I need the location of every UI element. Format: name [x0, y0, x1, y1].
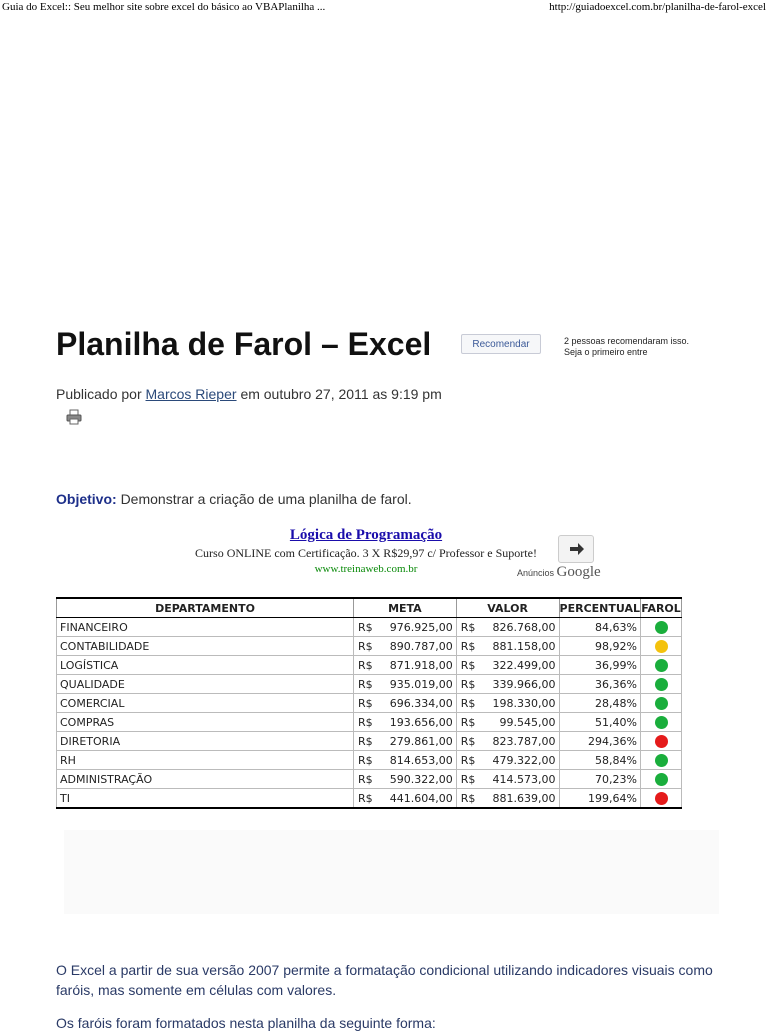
paragraph-format: Os faróis foram formatados nesta planilha da seguinte forma:	[56, 1015, 436, 1031]
objective	[56, 491, 412, 507]
cell-farol	[641, 694, 682, 713]
cell-valor: 826.768,00	[488, 618, 559, 637]
cell-meta: 935.019,00	[385, 675, 456, 694]
cell-meta: 890.787,00	[385, 637, 456, 656]
cell-valor-currency: R$	[456, 694, 488, 713]
print-header-url: http://guiadoexcel.com.br/planilha-de-farol-excel	[549, 1, 766, 13]
ad-title-link[interactable]: Lógica de Programação	[289, 527, 443, 543]
table-row	[57, 732, 682, 751]
cell-meta-currency: R$	[354, 751, 386, 770]
cell-percentual: 36,36%	[559, 675, 640, 694]
cell-departamento: DIRETORIA	[57, 732, 354, 751]
print-header	[0, 0, 768, 16]
objective-text: Demonstrar a criação de uma planilha de farol.	[120, 491, 412, 507]
table-body	[57, 618, 682, 809]
cell-valor: 881.639,00	[488, 789, 559, 809]
table-row	[57, 618, 682, 637]
cell-meta-currency: R$	[354, 789, 386, 809]
cell-farol	[641, 751, 682, 770]
cell-valor-currency: R$	[456, 789, 488, 809]
cell-valor: 99.545,00	[488, 713, 559, 732]
table-row	[57, 675, 682, 694]
traffic-light-icon	[655, 792, 668, 805]
cell-departamento: CONTABILIDADE	[57, 637, 354, 656]
cell-percentual: 28,48%	[559, 694, 640, 713]
cell-meta-currency: R$	[354, 675, 386, 694]
cell-departamento: TI	[57, 789, 354, 809]
cell-farol	[641, 789, 682, 809]
cell-valor-currency: R$	[456, 770, 488, 789]
table-header-row	[57, 598, 682, 618]
cell-percentual: 294,36%	[559, 732, 640, 751]
cell-valor-currency: R$	[456, 637, 488, 656]
cell-meta-currency: R$	[354, 618, 386, 637]
objective-label: Objetivo:	[56, 491, 117, 507]
cell-valor: 322.499,00	[488, 656, 559, 675]
cell-departamento: QUALIDADE	[57, 675, 354, 694]
cell-percentual: 84,63%	[559, 618, 640, 637]
cell-valor-currency: R$	[456, 675, 488, 694]
cell-valor-currency: R$	[456, 713, 488, 732]
recommend-button[interactable]: Recomendar	[461, 334, 541, 354]
header-valor: VALOR	[456, 598, 559, 618]
cell-farol	[641, 637, 682, 656]
header-percentual: PERCENTUAL	[559, 598, 640, 618]
ad-block	[166, 527, 566, 575]
cell-valor-currency: R$	[456, 618, 488, 637]
cell-valor-currency: R$	[456, 656, 488, 675]
byline-prefix: Publicado por	[56, 386, 142, 402]
header-meta: META	[354, 598, 457, 618]
cell-farol	[641, 675, 682, 694]
table-row	[57, 751, 682, 770]
cell-meta-currency: R$	[354, 637, 386, 656]
cell-departamento: ADMINISTRAÇÃO	[57, 770, 354, 789]
arrow-right-icon	[559, 536, 593, 562]
byline-date: em outubro 27, 2011 as 9:19 pm	[240, 386, 442, 402]
cell-valor: 479.322,00	[488, 751, 559, 770]
cell-percentual: 58,84%	[559, 751, 640, 770]
table-row	[57, 789, 682, 809]
cell-percentual: 70,23%	[559, 770, 640, 789]
cell-farol	[641, 618, 682, 637]
cell-percentual: 36,99%	[559, 656, 640, 675]
traffic-light-icon	[655, 773, 668, 786]
header-farol: FAROL	[641, 598, 682, 618]
table-row	[57, 713, 682, 732]
author-link[interactable]: Marcos Rieper	[145, 386, 237, 402]
ad-placeholder	[64, 830, 719, 914]
ads-label: Anúncios	[517, 568, 555, 578]
cell-meta-currency: R$	[354, 656, 386, 675]
traffic-light-icon	[655, 659, 668, 672]
cell-departamento: COMERCIAL	[57, 694, 354, 713]
cell-valor: 881.158,00	[488, 637, 559, 656]
print-icon[interactable]	[66, 409, 82, 425]
cell-valor: 339.966,00	[488, 675, 559, 694]
cell-meta: 193.656,00	[385, 713, 456, 732]
traffic-light-icon	[655, 735, 668, 748]
cell-valor-currency: R$	[456, 751, 488, 770]
ads-by-google[interactable]	[517, 564, 601, 581]
cell-meta: 590.322,00	[385, 770, 456, 789]
cell-farol	[641, 732, 682, 751]
cell-percentual: 51,40%	[559, 713, 640, 732]
cell-valor: 414.573,00	[488, 770, 559, 789]
table-row	[57, 694, 682, 713]
traffic-light-icon	[655, 621, 668, 634]
recommend-count: 2 pessoas recomendaram isso. Seja o primeiro entre	[564, 336, 690, 357]
cell-valor: 823.787,00	[488, 732, 559, 751]
print-header-title: Guia do Excel:: Seu melhor site sobre excel do básico ao VBAPlanilha ...	[2, 1, 326, 13]
cell-meta: 976.925,00	[385, 618, 456, 637]
traffic-light-icon	[655, 697, 668, 710]
cell-meta: 871.918,00	[385, 656, 456, 675]
cell-meta-currency: R$	[354, 732, 386, 751]
cell-departamento: LOGÍSTICA	[57, 656, 354, 675]
cell-farol	[641, 656, 682, 675]
cell-percentual: 98,92%	[559, 637, 640, 656]
cell-valor: 198.330,00	[488, 694, 559, 713]
cell-departamento: FINANCEIRO	[57, 618, 354, 637]
cell-departamento: COMPRAS	[57, 713, 354, 732]
cell-meta: 279.861,00	[385, 732, 456, 751]
table-row	[57, 770, 682, 789]
cell-meta-currency: R$	[354, 770, 386, 789]
traffic-light-icon	[655, 678, 668, 691]
cell-departamento: RH	[57, 751, 354, 770]
ad-url-link[interactable]: www.treinaweb.com.br	[314, 563, 418, 575]
cell-meta-currency: R$	[354, 713, 386, 732]
cell-farol	[641, 770, 682, 789]
farol-table	[56, 597, 682, 809]
google-logo: Google	[556, 564, 601, 580]
ad-arrow-button[interactable]	[558, 535, 594, 563]
ad-text: Curso ONLINE com Certificação. 3 X R$29,97 c/ Professor e Suporte!	[195, 546, 537, 560]
cell-valor-currency: R$	[456, 732, 488, 751]
cell-meta: 814.653,00	[385, 751, 456, 770]
traffic-light-icon	[655, 754, 668, 767]
table-row	[57, 656, 682, 675]
paragraph-intro: O Excel a partir de sua versão 2007 permite a formatação condicional utilizando indicadores visuais como faróis, mas somente em células com valores.	[56, 962, 713, 998]
traffic-light-icon	[655, 716, 668, 729]
cell-meta: 441.604,00	[385, 789, 456, 809]
header-departamento: DEPARTAMENTO	[57, 598, 354, 618]
cell-meta: 696.334,00	[385, 694, 456, 713]
table-row	[57, 637, 682, 656]
cell-meta-currency: R$	[354, 694, 386, 713]
cell-percentual: 199,64%	[559, 789, 640, 809]
traffic-light-icon	[655, 640, 668, 653]
cell-farol	[641, 713, 682, 732]
byline	[56, 386, 442, 402]
page-title: Planilha de Farol – Excel	[56, 326, 432, 362]
